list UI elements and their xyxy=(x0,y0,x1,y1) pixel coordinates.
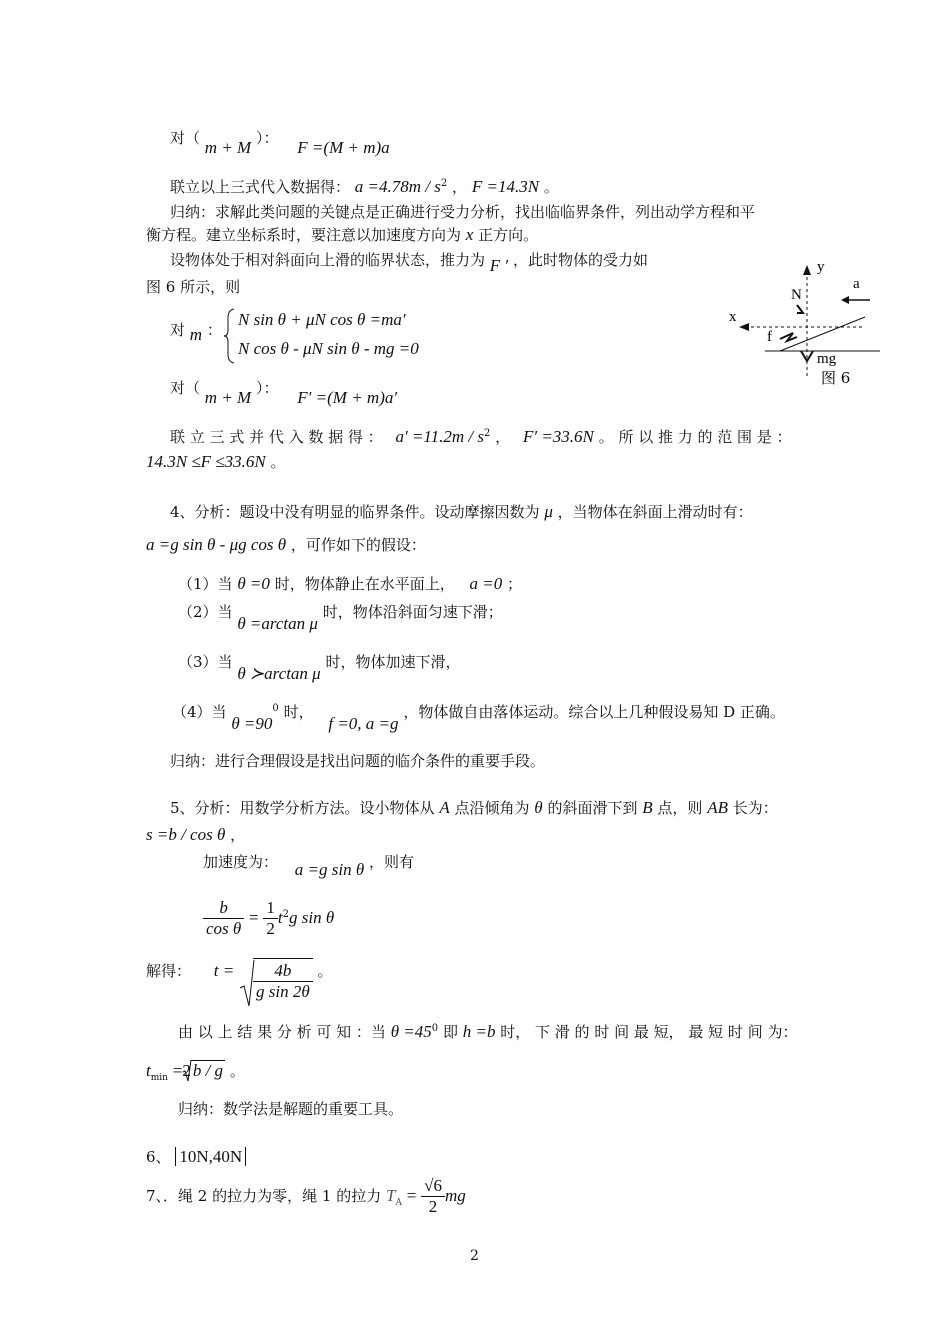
q5-concl xyxy=(178,1022,797,1042)
q5-solve xyxy=(146,958,333,1003)
p3-line2a: 衡方程。建立坐标系时，要注意以加速度方向为 xyxy=(146,226,462,244)
q5-tmin-sqrt-sign xyxy=(182,1060,192,1082)
q5-frac-den: cos θ xyxy=(206,919,242,939)
p1-eq: F =(M + m)a xyxy=(297,138,390,157)
q4-c1g: a =0 xyxy=(469,574,503,593)
p5-m: m xyxy=(189,325,203,344)
fig-N-label: N xyxy=(791,287,802,303)
p5-eq2: N cos θ - μN sin θ - mg =0 xyxy=(238,339,419,358)
p7-text: 联 立 三 式 并 代 入 数 据 得 ： xyxy=(170,428,383,446)
q4-formula: a =g sin θ - μg cos θ xyxy=(146,535,287,554)
p7-line1 xyxy=(170,427,792,447)
q7-line xyxy=(146,1176,466,1218)
q4-case2 xyxy=(178,602,503,633)
fig-caption: 图 6 xyxy=(821,369,851,387)
q5-frac xyxy=(203,898,244,940)
q5-sqrt-den: g sin 2θ xyxy=(256,982,310,1002)
q5-tmin-rad xyxy=(191,1060,225,1081)
p6-line xyxy=(170,378,398,407)
q5-line1a: 5、分析：用数学分析方法。设小物体从 xyxy=(170,799,435,817)
q5-t2: t xyxy=(277,907,283,927)
p1-dui: 对（ xyxy=(170,129,201,147)
q4-c2a: （2）当 xyxy=(178,603,233,621)
p2-end: 。 xyxy=(543,178,559,196)
p4-line1 xyxy=(170,250,648,275)
q5-tmin-period: 。 xyxy=(229,1062,245,1080)
q7-T: T xyxy=(386,1185,396,1205)
q5-tmin-rad-text: b / g xyxy=(192,1061,224,1080)
q5-concl-a: 由 以 上 结 果 分 析 可 知 ：当 xyxy=(178,1023,386,1041)
q4-case1 xyxy=(178,574,522,594)
p5-line xyxy=(170,320,222,344)
q5-tmin xyxy=(146,1060,245,1084)
q5-AB: AB xyxy=(707,798,728,817)
q5-line1e: 长为： xyxy=(732,799,778,817)
fig-y-label: y xyxy=(817,259,825,275)
q4-line1 xyxy=(170,502,753,522)
q5-tmin-sub: min xyxy=(150,1073,168,1083)
q5-line1b: 点沿倾角为 xyxy=(454,799,530,817)
q4-line1b: ，当物体在斜面上滑动时有： xyxy=(557,503,753,521)
p2-a: a =4.78m / s xyxy=(354,177,441,196)
q4-line2 xyxy=(146,535,426,555)
p2-sq: 2 xyxy=(440,178,448,189)
q4-summary: 归纳：进行合理假设是找出问题的临介条件的重要手段。 xyxy=(170,752,546,770)
q7-den: 2 xyxy=(428,1197,438,1217)
q5-comma: ， xyxy=(230,826,246,844)
p1-close: ）： xyxy=(256,129,279,147)
p4-line1a: 设物体处于相对斜面向上滑的临界状态，推力为 xyxy=(170,251,486,269)
q5-gsin: g sin θ xyxy=(289,907,335,927)
q5-line1d: 点，则 xyxy=(657,799,703,817)
q5-acc xyxy=(203,852,415,879)
q4-c4g: f =0, a =g xyxy=(328,714,399,733)
q5-concl-c: 时， 下 滑 的 时 间 最 短， 最 短 时 间 为： xyxy=(500,1023,798,1041)
q5-tmin-t: t xyxy=(146,1061,151,1080)
p7-end: 。 xyxy=(270,453,286,471)
q5-concl-deg: 0 xyxy=(431,1023,439,1034)
q4-c3b: 时，物体加速下滑， xyxy=(325,653,461,671)
p5-eq1: N sin θ + μN cos θ =ma′ xyxy=(238,310,406,329)
q4-c4c: ，物体做自由落体运动。综合以上几种假设易知 D 正确。 xyxy=(403,703,785,721)
q4-c2f: θ =arctan μ xyxy=(237,614,318,633)
q7-label: 7、．绳 2 的拉力为零，绳 1 的拉力 xyxy=(146,1186,382,1205)
p6-eq: F′ =(M + m)a′ xyxy=(297,388,398,407)
q4-c3f: θ ≻arctan μ xyxy=(237,664,321,683)
fig-f-label: f xyxy=(767,329,772,345)
q6-value: 10N,40N xyxy=(179,1147,243,1166)
q5-s-eq: s =b / cos θ xyxy=(146,825,226,844)
q4-c3a: （3）当 xyxy=(178,653,233,671)
q6-label: 6、 xyxy=(146,1148,171,1166)
q5-t2sup: 2 xyxy=(282,908,290,920)
q5-period: 。 xyxy=(317,962,333,981)
figure-6 xyxy=(725,255,890,390)
q4-c4b: 时， xyxy=(283,703,314,721)
p3-line2 xyxy=(146,225,538,245)
p5-dui: 对 xyxy=(170,321,186,339)
q7-T-sub: A xyxy=(395,1197,402,1208)
q5-B: B xyxy=(642,798,653,817)
q5-theta: θ xyxy=(534,798,543,817)
q5-equation xyxy=(203,898,334,940)
q5-line2 xyxy=(146,825,245,845)
p6-mM: m + M xyxy=(204,388,252,407)
q6-line xyxy=(146,1147,246,1167)
q4-mu: μ xyxy=(544,502,553,521)
fig-a-label: a xyxy=(853,276,860,292)
p2-line xyxy=(170,177,559,197)
p2-F: F =14.3N xyxy=(471,177,540,196)
p2-sep: ， xyxy=(452,178,468,196)
p1-mM: m + M xyxy=(204,138,252,157)
q5-summary: 归纳：数学法是解题的重要工具。 xyxy=(178,1100,404,1118)
p7-line2 xyxy=(146,452,286,472)
q4-c4deg: 0 xyxy=(272,703,279,714)
q5-t-eq: t = xyxy=(213,961,235,981)
p7-rest: 。 所 以 推 力 的 范 围 是 ： xyxy=(598,428,792,446)
q5-sqrt-sign xyxy=(239,958,255,1008)
q5-concl-h: h =b xyxy=(462,1022,496,1041)
q4-c2b: 时，物体沿斜面匀速下滑； xyxy=(322,603,503,621)
p7-sq: 2 xyxy=(484,428,491,439)
q4-c1a: （1）当 xyxy=(178,575,233,593)
q4-line2b: ，可作如下的假设： xyxy=(290,536,426,554)
p5-brace xyxy=(224,308,236,364)
p2-text: 联立以上三式代入数据得： xyxy=(170,178,351,196)
q5-solve-label: 解得： xyxy=(146,962,192,981)
q5-half xyxy=(263,898,278,940)
q5-half-num: 1 xyxy=(263,898,278,919)
p4-Fp: F ′ xyxy=(489,256,509,275)
q5-half-den: 2 xyxy=(266,919,275,939)
q5-sqrt-frac xyxy=(253,958,313,1003)
p1-line xyxy=(170,128,390,157)
q5-tmin-eq: =2 xyxy=(172,1061,191,1080)
q6-abs xyxy=(175,1147,246,1166)
q5-acc-eq: a =g sin θ xyxy=(294,860,365,879)
q5-concl-b: 即 xyxy=(442,1023,458,1041)
q4-c4a: （4）当 xyxy=(172,703,227,721)
q4-c1c: ； xyxy=(507,575,523,593)
q7-num: √6 xyxy=(421,1176,445,1197)
page-number: 2 xyxy=(470,1248,479,1264)
q7-eq: = xyxy=(406,1185,417,1205)
q5-line1 xyxy=(170,798,778,818)
p4-line2: 图 6 所示，则 xyxy=(146,278,241,296)
p7-F: F′ =33.6N xyxy=(522,427,594,446)
q5-sqrt-num: 4b xyxy=(253,961,313,982)
q5-acc-then: ，则有 xyxy=(369,853,415,871)
p3-line2b: 正方向。 xyxy=(478,226,539,244)
q5-line1c: 的斜面滑下到 xyxy=(547,799,638,817)
p7-a: a′ =11.2m / s xyxy=(395,427,485,446)
q5-acc-label: 加速度为： xyxy=(203,853,279,871)
q5-concl-f: θ =45 xyxy=(390,1022,432,1041)
p3-line1: 归纳：求解此类问题的关键点是正确进行受力分析，找出临临界条件，列出动学方程和平 xyxy=(170,203,756,221)
q7-frac xyxy=(421,1176,445,1218)
p6-close: ）： xyxy=(256,379,279,397)
p4-line1b: ，此时物体的受力如 xyxy=(512,251,648,269)
p3-x: x xyxy=(465,225,474,244)
p7-range: 14.3N ≤F ≤33.6N xyxy=(146,452,266,471)
q5-eq-half: = xyxy=(249,907,259,927)
q5-frac-num: b xyxy=(203,898,244,919)
p5-colon: ： xyxy=(206,321,222,339)
fig-x-label: x xyxy=(729,309,737,325)
q5-A: A xyxy=(439,798,450,817)
q7-mg: mg xyxy=(444,1185,466,1205)
p6-dui: 对（ xyxy=(170,379,201,397)
q4-c4f: θ =90 xyxy=(231,714,273,733)
fig-mg-label: mg xyxy=(817,351,837,367)
p7-sep: ， xyxy=(495,428,511,446)
q5-sqrt xyxy=(239,958,313,1003)
q4-c1f: θ =0 xyxy=(237,574,270,593)
q4-c1b: 时，物体静止在水平面上， xyxy=(274,575,455,593)
q4-case3 xyxy=(178,652,461,683)
q4-line1a: 4、分析：题设中没有明显的临界条件。设动摩擦因数为 xyxy=(170,503,540,521)
